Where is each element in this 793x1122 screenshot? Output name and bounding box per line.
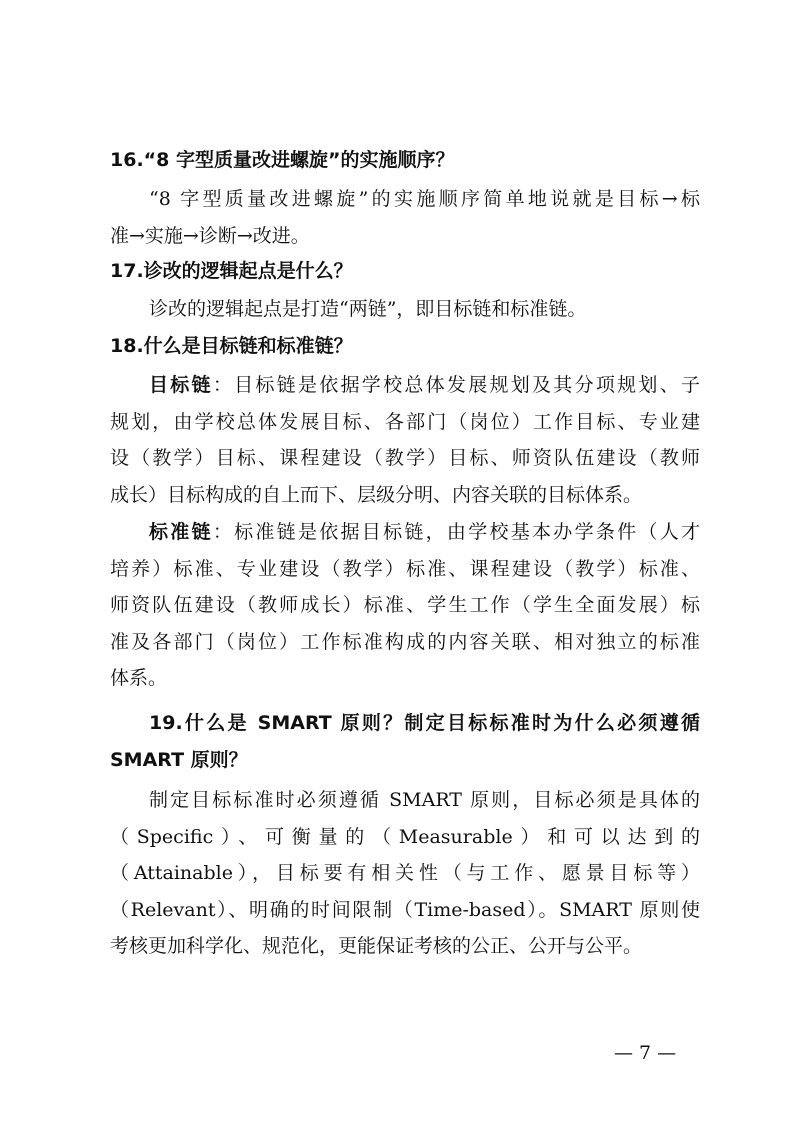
answer-line: 考核更加科学化、规范化，更能保证考核的公正、公开与公平。 (110, 935, 643, 957)
question-16-answer (110, 181, 700, 254)
answer-line: 体系。 (110, 667, 168, 689)
answer-line: 制定目标标准时必须遵循 SMART 原则，目标必须是具体的 (149, 789, 700, 811)
answer-line (110, 514, 700, 551)
question-18-heading: 18.什么是目标链和标准链？ (110, 335, 353, 357)
heading-line: SMART 原则？ (110, 749, 248, 771)
question-19-heading (110, 705, 700, 779)
question-19-answer (110, 782, 700, 965)
answer-line: 规划，由学校总体发展目标、各部门（岗位）工作目标、专业建 (110, 410, 700, 433)
standard-chain-term: 标准链 (149, 521, 213, 543)
answer-line: （Relevant）、明确的时间限制（Time-based）。SMART 原则使 (110, 898, 700, 921)
target-chain-term: 目标链 (149, 374, 213, 396)
question-16-heading: 16.“8 字型质量改进螺旋”的实施顺序？ (110, 149, 455, 171)
answer-line: 准→实施→诊断→改进。 (110, 224, 310, 247)
answer-line: （Specific）、可衡量的（Measurable）和可以达到的 (110, 825, 700, 848)
answer-line: 成长）目标构成的自上而下、层级分明、内容关联的目标体系。 (110, 483, 643, 506)
answer-line: 设（教学）目标、课程建设（教学）目标、师资队伍建设（教师 (110, 447, 700, 469)
answer-line: 培养）标准、专业建设（教学）标准、课程建设（教学）标准、 (110, 557, 700, 580)
answer-line (110, 367, 700, 404)
standard-chain-first-line: ：标准链是依据目标链，由学校基本办学条件（人才 (212, 521, 700, 543)
answer-line: 诊改的逻辑起点是打造“两链”，即目标链和标准链。 (149, 298, 587, 320)
question-17-heading: 17.诊改的逻辑起点是什么？ (110, 260, 353, 282)
answer-line: （Attainable），目标要有相关性（与工作、愿景目标等） (110, 862, 700, 884)
standard-chain-paragraph (110, 514, 700, 697)
target-chain-paragraph (110, 367, 700, 513)
page-number: — 7 — (614, 1042, 677, 1064)
answer-line: 准及各部门（岗位）工作标准构成的内容关联、相对独立的标准 (110, 630, 700, 653)
question-17-answer (110, 291, 700, 328)
target-chain-first-line: ：目标链是依据学校总体发展规划及其分项规划、子 (212, 374, 700, 396)
heading-line: 19.什么是 SMART 原则？制定目标标准时为什么必须遵循 (149, 712, 700, 734)
answer-line: 师资队伍建设（教师成长）标准、学生工作（学生全面发展）标 (110, 594, 700, 616)
answer-line: “8 字型质量改进螺旋”的实施顺序简单地说就是目标→标 (149, 188, 700, 210)
